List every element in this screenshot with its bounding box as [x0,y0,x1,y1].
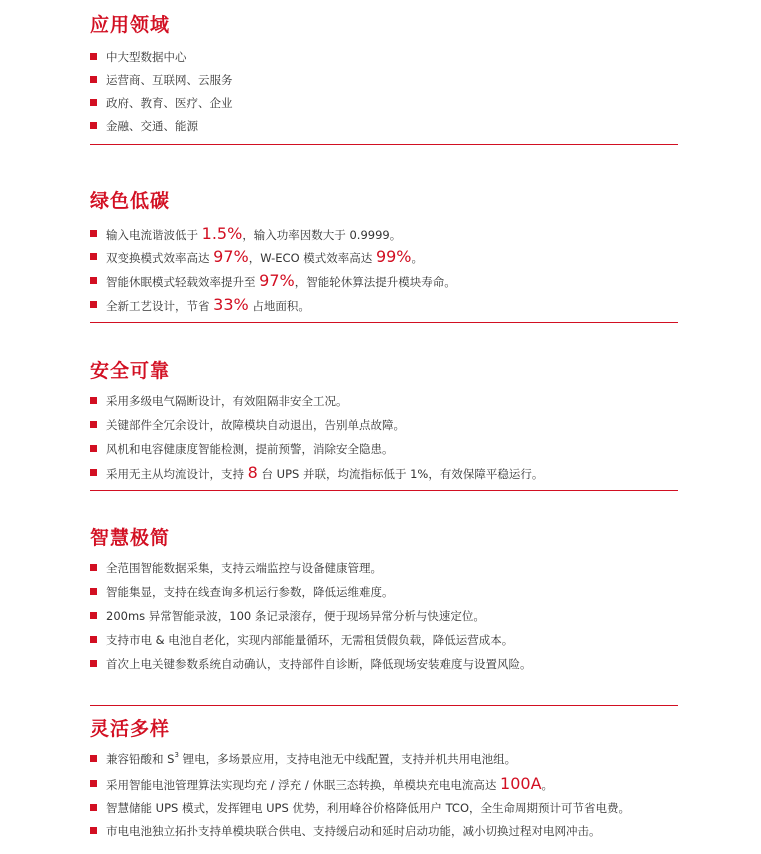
item-text [106,655,532,673]
bullet-square-icon [90,253,97,260]
bullet-square-icon [90,612,97,619]
highlight-value: 97% [213,247,249,266]
text-run: 智能集显，支持在线查询多机运行参数，降低运维难度。 [106,585,394,599]
text-run: 运营商、互联网、云服务 [106,73,233,87]
text-run: 支持市电 & 电池自老化，实现内部能量循环，无需租赁假负载，降低运营成本。 [106,633,514,647]
highlight-value: 33% [213,295,249,314]
bullet-square-icon [90,99,97,106]
bullet-square-icon [90,636,97,643]
section-title: 智慧极简 [90,527,171,549]
text-run: 采用智能电池管理算法实现均充 / 浮充 / 休眠三态转换，单模块充电电流高达 [106,778,501,792]
text-run: 。 [411,251,423,265]
item-text [106,559,382,577]
text-run: 智慧储能 UPS 模式，发挥锂电 UPS 优势，利用峰谷价格降低用户 TCO，全生命周期预计可节省电费。 [106,801,631,815]
section-title: 安全可靠 [90,360,171,382]
text-run: 锂电，多场景应用，支持电池无中线配置，支持并机共用电池组。 [178,752,517,766]
superscript: 3 [174,751,179,759]
bullet-square-icon [90,230,97,237]
bullet-square-icon [90,301,97,308]
bullet-square-icon [90,53,97,60]
text-run: 200ms 异常智能录波，100 条记录滚存，便于现场异常分析与快速定位。 [106,609,485,623]
text-run: 政府、教育、医疗、企业 [106,96,233,110]
text-run: 关键部件全冗余设计，故障模块自动退出，告别单点故障。 [106,418,405,432]
bullet-square-icon [90,445,97,452]
item-text [106,94,233,112]
bullet-square-icon [90,76,97,83]
bullet-square-icon [90,755,97,762]
text-run: 双变换模式效率高达 [106,251,214,265]
bullet-square-icon [90,588,97,595]
bullet-square-icon [90,804,97,811]
section-title: 绿色低碳 [90,190,171,212]
text-run: 全新工艺设计，节省 [106,299,214,313]
item-text [106,392,348,410]
section-title: 应用领域 [90,14,171,36]
text-run: 全范围智能数据采集，支持云端监控与设备健康管理。 [106,561,382,575]
highlight-value: 8 [247,463,258,482]
item-text [106,296,310,315]
text-run: ，W-ECO 模式效率高达 [248,251,376,265]
bullet-square-icon [90,277,97,284]
text-run: ，智能轮休算法提升模块寿命。 [294,275,456,289]
text-run: 占地面积。 [248,299,310,313]
bullet-square-icon [90,469,97,476]
text-run: 兼容铅酸和 S [106,752,175,766]
item-text [106,583,394,601]
highlight-value: 100A [500,774,542,793]
section-divider [90,490,678,491]
item-text [106,799,630,817]
bullet-square-icon [90,780,97,787]
text-run: 台 UPS 并联，均流指标低于 1%，有效保障平稳运行。 [257,467,544,481]
section-divider [90,322,678,323]
text-run: 中大型数据中心 [106,50,187,64]
highlight-value: 1.5% [201,224,243,243]
highlight-value: 99% [375,247,412,266]
text-run: 首次上电关键参数系统自动确认，支持部件自诊断，降低现场安装难度与设置风险。 [106,657,532,671]
text-run: 采用多级电气隔断设计，有效阻隔非安全工况。 [106,394,348,408]
item-text [106,48,187,66]
section-title: 灵活多样 [90,718,171,740]
text-run: ，输入功率因数大于 0.9999。 [242,228,402,242]
text-run: 输入电流谐波低于 [106,228,202,242]
item-text [106,464,543,483]
item-text [106,416,405,434]
item-text [106,822,601,840]
item-text [106,225,401,244]
item-text [106,440,394,458]
highlight-value: 97% [259,271,295,290]
text-run: 市电电池独立拓扑支持单模块联合供电、支持缓启动和延时启动功能，减小切换过程对电网冲击。 [106,824,601,838]
bullet-square-icon [90,421,97,428]
bullet-square-icon [90,827,97,834]
text-run: 智能休眠模式轻载效率提升至 [106,275,260,289]
bullet-square-icon [90,564,97,571]
item-text [106,750,516,768]
section-divider [90,705,678,706]
bullet-square-icon [90,397,97,404]
text-run: 金融、交通、能源 [106,119,198,133]
item-text [106,248,423,267]
text-run: 采用无主从均流设计，支持 [106,467,248,481]
item-text [106,117,198,135]
bullet-square-icon [90,660,97,667]
item-text [106,631,513,649]
item-text [106,272,456,291]
item-text [106,71,233,89]
section-divider [90,144,678,145]
text-run: 。 [541,778,554,792]
text-run: 风机和电容健康度智能检测，提前预警，消除安全隐患。 [106,442,394,456]
item-text [106,775,553,794]
item-text [106,607,485,625]
bullet-square-icon [90,122,97,129]
